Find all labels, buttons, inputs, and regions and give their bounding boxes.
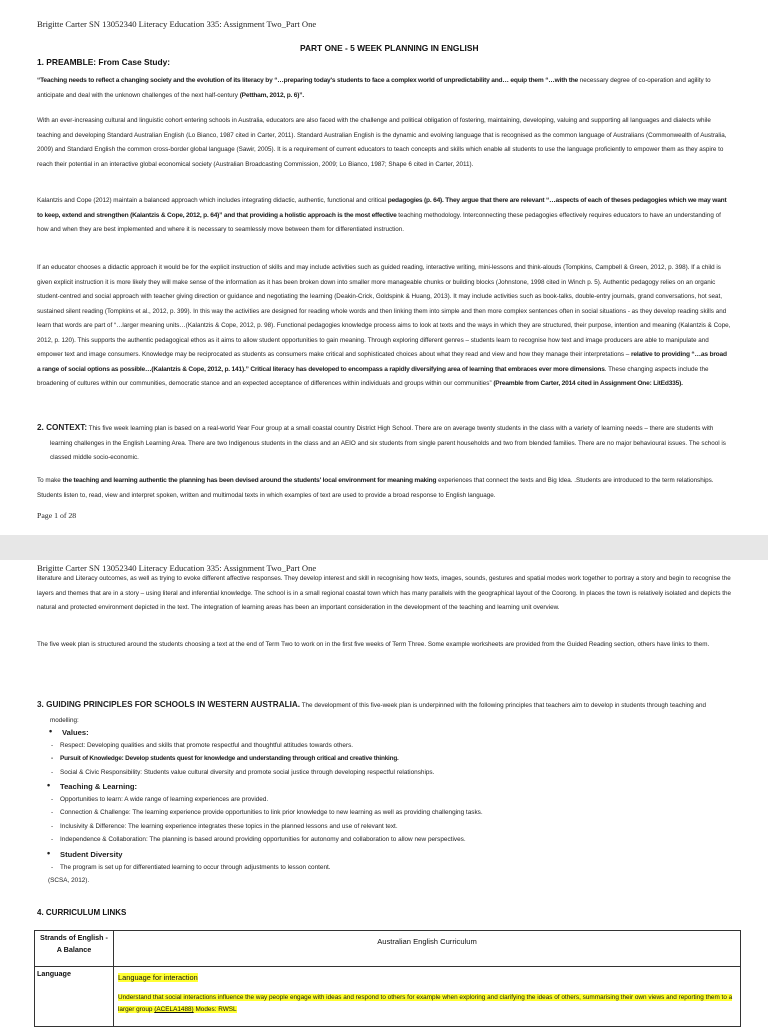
strand-description: Understand that social interactions influence the way people engage with ideas and respond to others for example when exploring and clarifying the ideas of others, summarising their own views and reporting them to a larger group (ACELA1488) Modes: RWSL <box>118 994 733 1013</box>
citation: (SCSA, 2012). <box>48 877 90 884</box>
teaching-item: - Inclusivity & Difference: The learning experience integrates these topics in the planned lessons and use of relevant text. <box>60 823 398 830</box>
strand-title: Language for interaction <box>118 973 198 982</box>
curriculum-table <box>34 930 741 1027</box>
paragraph-literature: literature and Literacy outcomes, as well as trying to evoke different affective responses. They develop interest and skill in recognising how texts, images, sounds, gestures and spatial modes work together to portray a story and begin to recognise the layers and themes that are in a story – using literal and inferential knowledge. The school is in a small regional coastal town which has many parallels with the geographical layout of the Coorong. In places the town is relatively isolated and depicts the natural and protected environment depicted in the text. The integration of learning areas has been an important consideration in the development of the teaching and learning unit overview. <box>37 575 731 611</box>
values-item: - Respect: Developing qualities and skills that promote respectful and thoughtful attitudes towards others. <box>60 742 353 749</box>
guiding-principles-section: 3. GUIDING PRINCIPLES FOR SCHOOLS IN WESTERN AUSTRALIA. The development of this five-week plan is underpinned with the following principles that teachers aim to develop in students through teaching and modelling: <box>37 700 707 724</box>
paragraph-approaches: If an educator chooses a didactic approach it would be for the explicit instruction of skills and may include activities such as guided reading, interactive writing, mini-lessons and think-alouds (Tompkins, Campbell & Green, 2012, p. 398). If a child is given explicit instruction it is more likely they will make sense of the information as it has been broken down into smaller more manageable chunks or building blocks (Johnstone, 1998 cited in Winch p. 5). Authentic pedagogy relies on an organic student-centred and social approach with teacher giving direction or guidance and negotiating the learning (Deakin-Crick, Goldspink & Huang, 2013). It may include activities such as book-talks, double-entry journals, grand conversations, hot seat, sustained silent reading (Tompkins et al., 2012, p. 399). In this way the activities are designed for reading whole words and then linking them into simple and then more complex sentences often in social situations - as they develop reading skills and learn that words are part of “…larger meaning units…(Kalantzis & Cope, 2012, p. 98). Functional pedagogies knowledge process aims to look at texts and the ways in which they are structured, their purpose, intention and meaning (Kalantzis & Cope, 2012, p. 120). This supports the authentic pedagogical ethos as it aims to allow student opportunities to gain meaning. Through exploring different genres – students learn to recognise how text and image producers are able to manipulate and empower text and image consumers. Knowledge may be reciprocated as students as consumers make critical and sophisticated choices about what they read and view and how they manage their interpretations – relative to providing “…as broad a range of social options as possible…(Kalantzis & Cope, 2012, p. 141).” Critical literacy has developed to encompass a rapidly diversifying area of learning that embraces ever more dimensions. These changing aspects include the broadening of cultures within our communities, democratic stance and an expected acceptance of differences within individuals and groups within our communities” (Preamble from Carter, 2014 cited in Assignment One: LitEd335). <box>37 264 731 387</box>
curriculum-links-heading: 4. CURRICULUM LINKS <box>37 908 127 917</box>
table-header-curriculum: Australian English Curriculum <box>114 931 741 967</box>
values-label: • Values: <box>62 728 89 737</box>
table-header-strands: Strands of English - A Balance <box>35 931 114 967</box>
teaching-learning-label: • Teaching & Learning: <box>60 782 137 791</box>
table-header-row <box>35 931 741 967</box>
page-header: Brigitte Carter SN 13052340 Literacy Education 335: Assignment Two_Part One <box>37 19 317 29</box>
paragraph-pedagogies: Kalantzis and Cope (2012) maintain a balanced approach which includes integrating didactic, authentic, functional and critical pedagogies (p. 64). They argue that there are relevant “…aspects of each of theses pedagogies which we may want to keep, extend and strengthen (Kalantzis & Cope, 2012, p. 64)” and that providing a holistic approach is the most effective teaching methodology. Interconnecting these pedagogies effectively requires educators to have an understanding of how and when they are best implemented and where it is necessary to seamlessly move between them for differentiated instruction. <box>37 197 727 233</box>
diversity-item: - The program is set up for differentiated learning to occur through adjustments to lesson content. <box>60 864 331 871</box>
values-item: - Pursuit of Knowledge: Develop students quest for knowledge and understanding through critical and creative thinking. <box>60 755 399 762</box>
curriculum-code-link[interactable]: (ACELA1488) <box>154 1006 194 1013</box>
table-row-label: Language <box>35 967 114 1027</box>
student-diversity-label: • Student Diversity <box>60 850 122 859</box>
context-section: 2. CONTEXT: This five week learning plan is based on a real-world Year Four group at a small coastal country District High School. There are on average twenty students in the class with a variety of learning needs – there are students with learning challenges in the English Learning Area. There are two Indigenous students in the class and an AEIO and six students from single parent households and two from blended families. There are no major behavioural issues. The school is classed middle socio-economic. <box>37 423 726 461</box>
page-number: Page 1 of 28 <box>37 511 77 520</box>
teaching-item: - Independence & Collaboration: The planning is based around providing opportunities for autonomy and collaboration to allow new perspectives. <box>60 836 466 843</box>
document-title: PART ONE - 5 WEEK PLANNING IN ENGLISH <box>300 43 479 53</box>
teaching-item: - Opportunities to learn: A wide range of learning experiences are provided. <box>60 796 268 803</box>
page-header-2: Brigitte Carter SN 13052340 Literacy Education 335: Assignment Two_Part One <box>37 563 317 573</box>
paragraph-five-week-plan: The five week plan is structured around the students choosing a text at the end of Term Two to work on in the first five weeks of Term Three. Some example worksheets are provided from the Guided Reading section, others have links to them. <box>37 641 710 648</box>
preamble-heading: 1. PREAMBLE: From Case Study: <box>37 57 171 67</box>
paragraph-language: With an ever-increasing cultural and linguistic cohort entering schools in Australia, educators are also faced with the challenge and political obligation of fostering, maintaining, developing, valuing and supporting all languages and dialects while teaching and developing Standard Australian English (Lo Bianco, 1987 cited in Carter, 2011). Standard Australian English is the dynamic and evolving language that is recognised as the common language of Australians (Commonwealth of Australia, 2009) and Standard English the common cross-border global language (Sawir, 2005). It is a requirement of current educators to teach concepts and skills which enable all students to use the language proficiently to empower them as they aspire to reach their potential in an interactive global economical society (Australian Broadcasting Commission, 2009; Lo Bianco, 1987; Shape 6 cited in Carter, 2011). <box>37 117 727 168</box>
values-item: - Social & Civic Responsibility: Students value cultural diversity and promote social justice through developing respectful relationships. <box>60 769 434 776</box>
table-row <box>35 967 741 1027</box>
table-cell-language <box>114 967 741 1027</box>
paragraph-authentic: To make the teaching and learning authentic the planning has been devised around the students' local environment for meaning making experiences that connect the texts and Big Idea. .Students are introduced to the term relationships. Students listen to, read, view and interpret spoken, written and multimodal texts in which examples of text are used to provide a broad response to English language. <box>37 477 714 499</box>
teaching-item: - Connection & Challenge: The learning experience provide opportunities to link prior knowledge to new learning as well as providing challenging tasks. <box>60 809 483 816</box>
preamble-quote: “Teaching needs to reflect a changing society and the evolution of its literacy by “…preparing today's students to face a complex world of unpredictability and… equip them “…with the necessary degree of co-operation and agility to anticipate and deal with the unknown challenges of the next half-century (Pettham, 2012, p. 6)”. <box>37 77 711 99</box>
page-separator <box>0 535 768 560</box>
